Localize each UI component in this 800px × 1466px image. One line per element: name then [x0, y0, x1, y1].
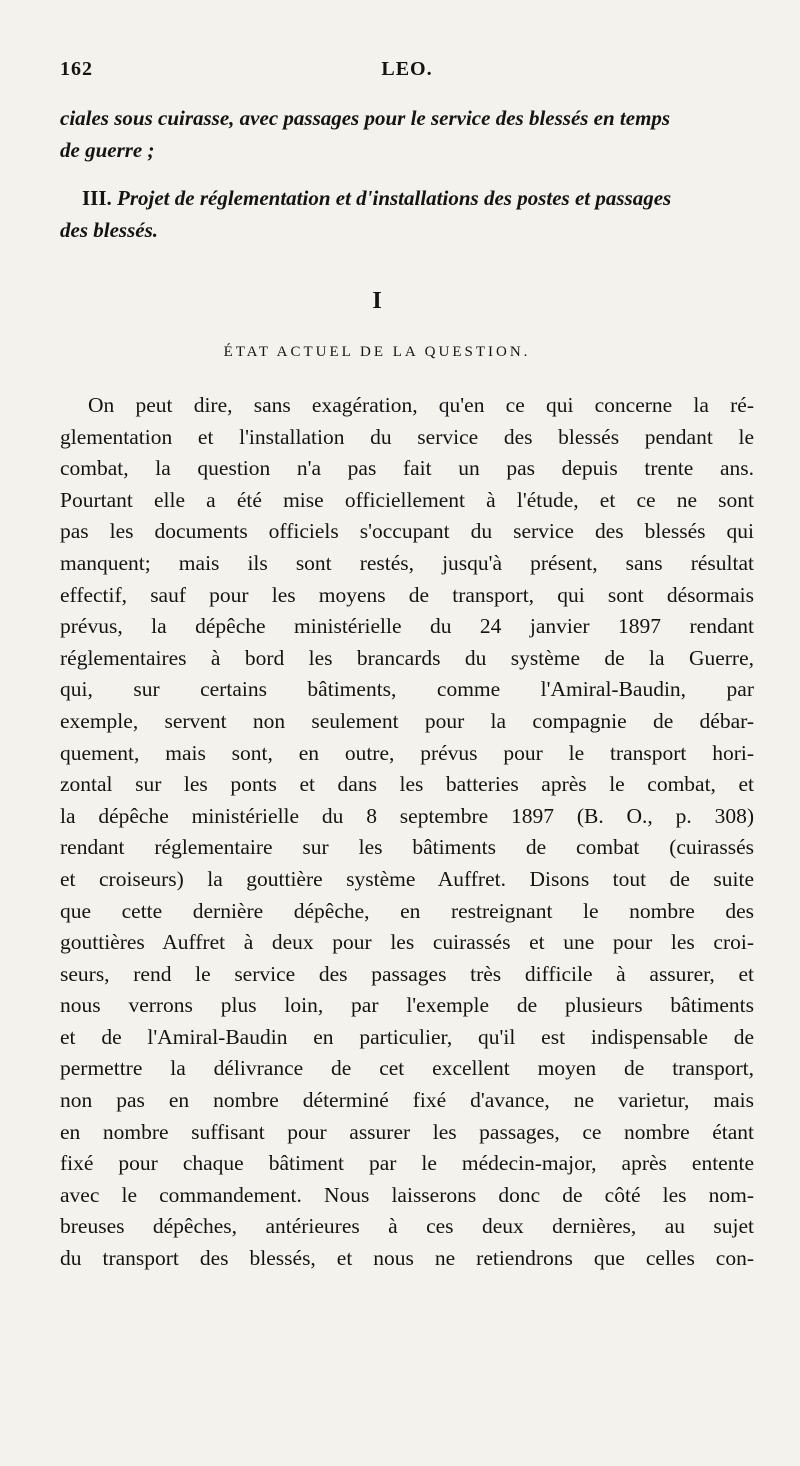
intro-line: de guerre ;	[60, 138, 155, 162]
item-numeral: III.	[82, 186, 112, 210]
body-line: non pas en nombre déterminé fixé d'avance, ne varietur, mais	[60, 1088, 754, 1113]
body-line: seurs, rend le service des passages très difficile à assurer, et	[60, 961, 754, 986]
item-line: Projet de réglementation et d'installations des postes et passages	[117, 186, 672, 210]
body-line: On peut dire, sans exagération, qu'en ce qui concerne la ré-	[88, 393, 754, 417]
body-line: effectif, sauf pour les moyens de transport, qui sont désormais	[60, 582, 754, 607]
body-line: en nombre suffisant pour assurer les passages, ce nombre étant	[60, 1119, 754, 1144]
body-line: réglementaires à bord les brancards du système de la Guerre,	[60, 645, 754, 670]
body-line: zontal sur les ponts et dans les batteries après le combat, et	[60, 772, 754, 797]
intro-line: ciales sous cuirasse, avec passages pour le service des blessés en temps	[60, 106, 671, 130]
body-line: et de l'Amiral-Baudin en particulier, qu'il est indispensable de	[60, 1024, 754, 1049]
body-line: pas les documents officiels s'occupant du service des blessés qui	[60, 519, 754, 544]
body-line: Pourtant elle a été mise officiellement à l'étude, et ce ne sont	[60, 487, 754, 512]
body-line: prévus, la dépêche ministérielle du 24 janvier 1897 rendant	[60, 614, 754, 639]
body-line: la dépêche ministérielle du 8 septembre 1897 (B. O., p. 308)	[60, 803, 754, 828]
body-line: permettre la délivrance de cet excellent moyen de transport,	[60, 1056, 754, 1081]
intro-paragraph	[60, 102, 754, 166]
body-line: gouttières Auffret à deux pour les cuirassés et une pour les croi-	[60, 930, 754, 955]
body-line: exemple, servent non seulement pour la compagnie de débar-	[60, 708, 754, 733]
body-line: manquent; mais ils sont restés, jusqu'à présent, sans résultat	[60, 550, 754, 575]
section-title: ÉTAT ACTUEL DE LA QUESTION.	[223, 344, 531, 360]
body-paragraph	[60, 390, 754, 1275]
body-line: avec le commandement. Nous laisserons donc de côté les nom-	[60, 1182, 754, 1207]
body-line: rendant réglementaire sur les bâtiments de combat (cuirassés	[60, 835, 754, 860]
body-line: du transport des blessés, et nous ne retiendrons que celles con-	[60, 1246, 754, 1271]
section-number: I	[372, 288, 382, 314]
body-line: breuses dépêches, antérieures à ces deux dernières, au sujet	[60, 1214, 754, 1239]
item-line: des blessés.	[60, 218, 158, 242]
body-line: glementation et l'installation du service des blessés pendant le	[60, 424, 754, 449]
page-header	[60, 58, 754, 88]
body-line: et croiseurs) la gouttière système Auffret. Disons tout de suite	[60, 866, 754, 891]
body-line: fixé pour chaque bâtiment par le médecin-major, après entente	[60, 1151, 754, 1176]
page-number: 162	[60, 58, 93, 80]
list-item-three	[60, 182, 754, 246]
body-line: nous verrons plus loin, par l'exemple de plusieurs bâtiments	[60, 993, 754, 1018]
body-line: qui, sur certains bâtiments, comme l'Amiral-Baudin, par	[60, 677, 754, 702]
body-line: quement, mais sont, en outre, prévus pour le transport hori-	[60, 740, 754, 765]
body-line: que cette dernière dépêche, en restreignant le nombre des	[60, 898, 754, 923]
running-title: LEO.	[381, 58, 433, 80]
body-line: combat, la question n'a pas fait un pas depuis trente ans.	[60, 456, 754, 481]
